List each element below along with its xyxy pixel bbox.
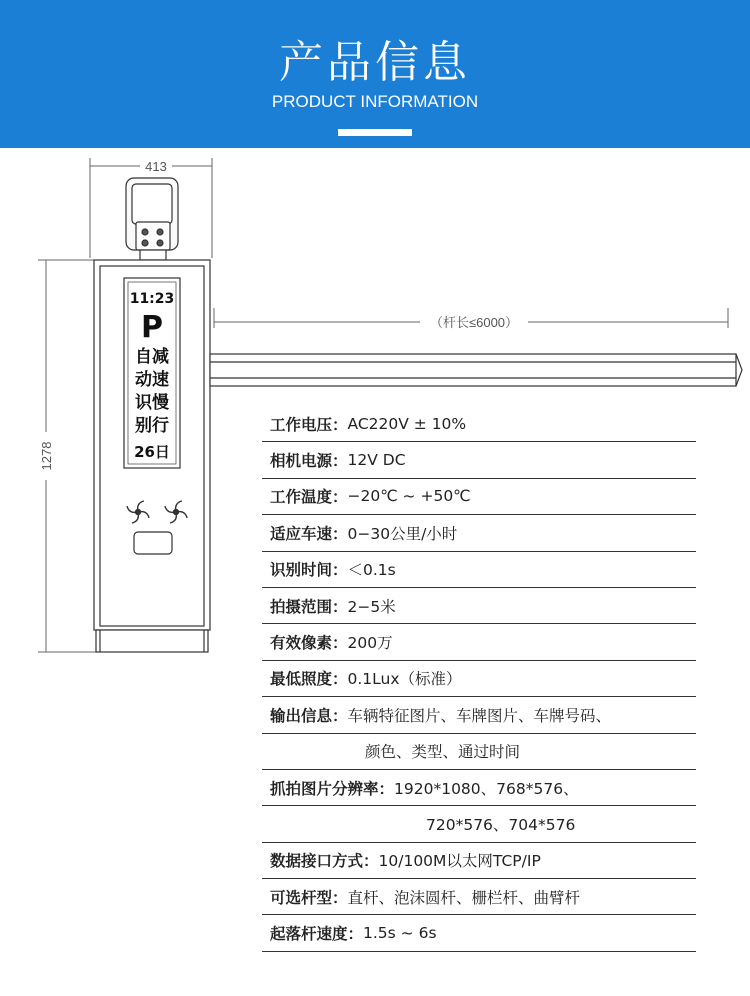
screen-line-1: 自减: [135, 347, 169, 367]
screen-parking-sign: P: [141, 310, 163, 345]
screen-date: 26日: [134, 443, 170, 461]
spec-value: 0.1Lux（标准）: [347, 670, 462, 689]
spec-table: [262, 406, 696, 952]
spec-label: 起落杆速度：: [270, 925, 364, 944]
spec-row-arm-types: [262, 879, 696, 915]
screen-time: 11:23: [129, 291, 175, 307]
card-slot: [134, 532, 172, 554]
spec-label: 抓拍图片分辨率：: [270, 779, 395, 798]
spec-value: 2−5米: [347, 597, 396, 616]
page-title: 产品信息: [279, 37, 471, 88]
screen-line-3: 识慢: [135, 393, 169, 413]
title-underline: [338, 129, 412, 136]
spec-label: 识别时间：: [270, 561, 348, 580]
spec-row-shooting-range: [262, 588, 696, 624]
spec-value: AC220V ± 10%: [347, 414, 467, 433]
spec-row-resolution: [262, 770, 696, 806]
height-dimension-label: 1278: [39, 441, 54, 471]
arm-dimension-label: （杆长≤6000）: [429, 315, 519, 330]
barrier-arm: [210, 354, 742, 386]
width-dimension-label: 413: [145, 159, 167, 174]
spec-value: 车辆特征图片、车牌图片、车牌号码、: [347, 706, 612, 725]
spec-row-pixels: [262, 624, 696, 660]
spec-value: −20℃ ~ +50℃: [347, 487, 471, 506]
spec-row-resolution-cont: [262, 806, 696, 842]
spec-value: 12V DC: [347, 451, 406, 470]
led-display-screen: [124, 278, 180, 468]
spec-label: 相机电源：: [270, 452, 348, 471]
screen-line-2: 动速: [135, 370, 169, 390]
spec-label: 最低照度：: [270, 670, 348, 689]
spec-value: 200万: [347, 634, 393, 653]
spec-row-temperature: [262, 479, 696, 515]
spec-label: 工作电压：: [270, 415, 348, 434]
screen-line-4: 别行: [135, 416, 169, 436]
spec-row-output-info-cont: [262, 734, 696, 770]
spec-row-interface: [262, 843, 696, 879]
spec-value: 颜色、类型、通过时间: [365, 743, 521, 762]
spec-label: 工作温度：: [270, 488, 348, 507]
spec-row-camera-power: [262, 442, 696, 478]
spec-label: 可选杆型：: [270, 888, 348, 907]
spec-label: 有效像素：: [270, 634, 348, 653]
page-subtitle: PRODUCT INFORMATION: [271, 92, 479, 111]
spec-value: 0−30公里/小时: [347, 524, 458, 543]
spec-value: 直杆、泡沫圆杆、栅栏杆、曲臂杆: [347, 888, 581, 907]
spec-row-output-info: [262, 697, 696, 733]
spec-value: 720*576、704*576: [426, 815, 576, 834]
header-banner: [0, 0, 750, 148]
spec-value: 1.5s ~ 6s: [363, 924, 437, 943]
spec-value: 1920*1080、768*576、: [394, 779, 579, 798]
spec-label: 拍摄范围：: [270, 597, 348, 616]
spec-label: 输出信息：: [270, 706, 348, 725]
spec-row-recognition-time: [262, 552, 696, 588]
spec-label: 数据接口方式：: [270, 852, 379, 871]
camera-icon: [126, 178, 178, 260]
spec-row-illumination: [262, 661, 696, 697]
spec-row-vehicle-speed: [262, 515, 696, 551]
spec-row-voltage: [262, 406, 696, 442]
spec-label: 适应车速：: [270, 524, 348, 543]
spec-value: 10/100M以太网TCP/IP: [378, 852, 541, 871]
spec-value: ＜0.1s: [347, 561, 396, 580]
spec-row-lift-speed: [262, 915, 696, 951]
